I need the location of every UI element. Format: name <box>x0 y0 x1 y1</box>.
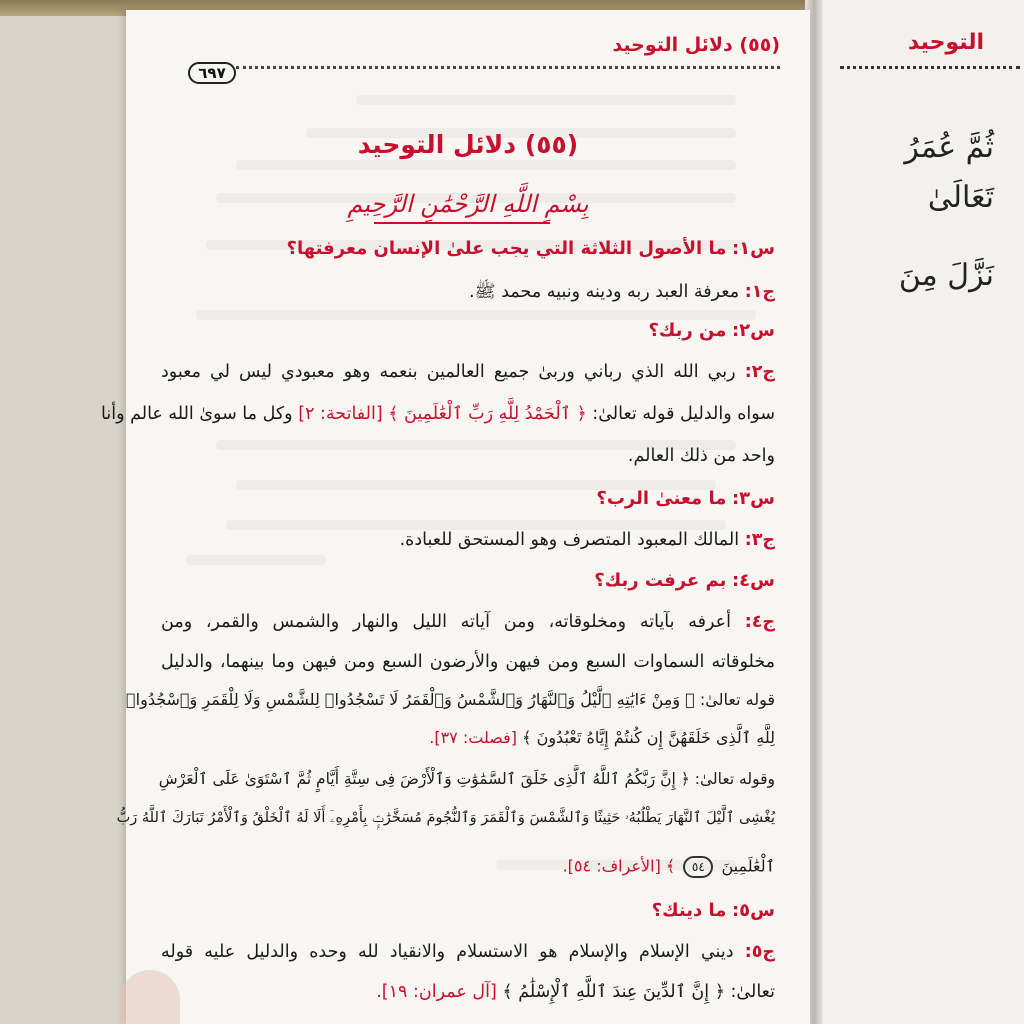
answer-text: وكل ما سوىٰ الله عالم وأنا <box>101 404 293 424</box>
question-4 <box>594 570 775 591</box>
question-label: س٥: <box>731 900 775 921</box>
facing-page-rule <box>840 66 1020 69</box>
verse-reference: [الأعراف: ٥٤]. <box>562 856 661 876</box>
thumb-shadow <box>120 970 180 1024</box>
answer-1 <box>469 280 775 306</box>
answer-label: ج٣: <box>744 530 775 550</box>
question-5 <box>652 900 775 921</box>
answer-text: ديني الإسلام والإسلام هو الاستسلام والانقياد لله وحده والدليل عليه قوله <box>161 942 734 962</box>
answer-4-line-3 <box>126 690 775 709</box>
question-text: ما دينك؟ <box>651 900 727 921</box>
verse-reference: [آل عمران: ١٩]. <box>376 982 497 1002</box>
question-label: س٤: <box>731 570 775 591</box>
answer-label: ج١: <box>744 282 775 302</box>
quran-verse: ﴿ ٱلْحَمْدُ لِلَّهِ رَبِّ ٱلْعَٰلَمِينَ ﴾ <box>388 404 587 424</box>
running-head: (٥٥) دلائل التوحيد <box>612 34 780 56</box>
answer-label: ج٤: <box>744 612 775 632</box>
answer-2-line-3: واحد من ذلك العالم. <box>627 446 775 466</box>
answer-5-line-2 <box>376 982 775 1002</box>
facing-page-header: التوحيد <box>907 30 984 55</box>
answer-text: معرفة العبد ربه ودينه ونبيه محمد ﷺ. <box>468 282 740 302</box>
basmala-rule <box>374 222 550 224</box>
verse-reference: [فصلت: ٣٧]. <box>429 728 518 747</box>
verse-reference: [الفاتحة: ٢] <box>298 404 383 424</box>
question-label: س١: <box>731 238 775 259</box>
answer-3 <box>400 530 775 550</box>
header-rule <box>236 66 780 69</box>
answer-label: ج٢: <box>744 362 775 382</box>
basmala: بِسْمِ اللَّهِ الرَّحْمَٰنِ الرَّحِيمِ <box>347 190 589 218</box>
question-text: ما الأصول الثلاثة التي يجب علىٰ الإنسان معرفتها؟ <box>286 238 727 259</box>
answer-4-line-7 <box>563 856 775 878</box>
answer-text: المالك المعبود المتصرف وهو المستحق للعبادة. <box>399 530 740 550</box>
answer-2-line-1 <box>161 362 775 382</box>
book-page <box>101 10 810 1024</box>
answer-text: ربي الله الذي رباني وربىٰ جميع العالمين بنعمه وهو معبودي ليس لي معبود <box>161 362 736 382</box>
question-1 <box>287 238 776 259</box>
question-2 <box>648 320 775 341</box>
quran-verse: لِلَّهِ ٱلَّذِى خَلَقَهُنَّ إِن كُنتُمْ إِيَّاهُ تَعْبُدُونَ ﴾ <box>522 728 775 747</box>
verse-number-marker: ٥٤ <box>683 856 713 878</box>
question-label: س٣: <box>731 488 775 509</box>
question-text: ما معنىٰ الرب؟ <box>596 488 727 509</box>
question-label: س٢: <box>731 320 775 341</box>
answer-4-line-6: يُغْشِى ٱلَّيْلَ ٱلنَّهَارَ يَطْلُبُهُۥ حَثِيثًا وَٱلشَّمْسَ وَٱلْقَمَرَ وَٱلنُّجُومَ مُسَخَّرَٰتٍۭ بِأَمْرِهِۦٓ أَلَا لَهُ ٱلْخَلْقُ وَٱلْأَمْرُ تَبَارَكَ ٱللَّهُ رَبُّ <box>116 810 775 826</box>
answer-5-line-1 <box>161 942 775 962</box>
quran-verse: ﴿ وَمِنْ ءَايَٰتِهِ ٱلَّيْلُ وَٱلنَّهَارُ وَٱلشَّمْسُ وَٱلْقَمَرُ لَا تَسْجُدُوا۟ لِلشَّمْسِ وَلَا لِلْقَمَرِ وَٱسْجُدُوا۟ <box>126 690 695 709</box>
facing-page-fragment: تَعَالَىٰ <box>927 180 994 215</box>
answer-label: ج٥: <box>744 942 775 962</box>
answer-4-line-5 <box>158 770 775 788</box>
quran-verse: ﴿ إِنَّ رَبَّكُمُ ٱللَّهُ ٱلَّذِى خَلَقَ ٱلسَّمَٰوَٰتِ وَٱلْأَرْضَ فِى سِتَّةِ أَيَّامٍ ثُمَّ ٱسْتَوَىٰ عَلَى ٱلْعَرْشِ <box>158 770 690 788</box>
facing-page <box>818 0 1024 1024</box>
page-number: ٦٩٧ <box>188 62 236 84</box>
quran-verse: ٱلْعَٰلَمِينَ <box>721 856 775 876</box>
answer-4-line-2: مخلوقاته السماوات السبع ومن فيهن والأرضون السبع ومن فيهن وما بينهما، والدليل <box>161 652 775 672</box>
verse-close-bracket: ﴾ <box>665 856 676 876</box>
answer-text: سواه والدليل قوله تعالىٰ: <box>592 404 775 424</box>
question-3 <box>596 488 775 509</box>
quran-verse: ﴿ إِنَّ ٱلدِّينَ عِندَ ٱللَّهِ ٱلْإِسْلَٰمُ ﴾ <box>502 982 725 1002</box>
facing-page-fragment: نَزَّلَ مِنَ <box>898 258 994 293</box>
chapter-title: (٥٥) دلائل التوحيد <box>357 130 579 159</box>
answer-4-line-4 <box>429 728 775 747</box>
question-text: من ربك؟ <box>648 320 727 341</box>
question-text: بم عرفت ربك؟ <box>594 570 727 591</box>
answer-text: تعالىٰ: <box>730 982 775 1002</box>
answer-4-line-1 <box>161 612 775 632</box>
answer-2-line-2 <box>101 404 775 424</box>
answer-text: وقوله تعالىٰ: <box>694 770 775 788</box>
facing-page-fragment: ثُمَّ عُمَرُ <box>904 130 994 165</box>
answer-text: أعرفه بآياته ومخلوقاته، ومن آياته الليل والنهار والشمس والقمر، ومن <box>161 612 731 632</box>
answer-text: قوله تعالىٰ: <box>699 690 775 709</box>
